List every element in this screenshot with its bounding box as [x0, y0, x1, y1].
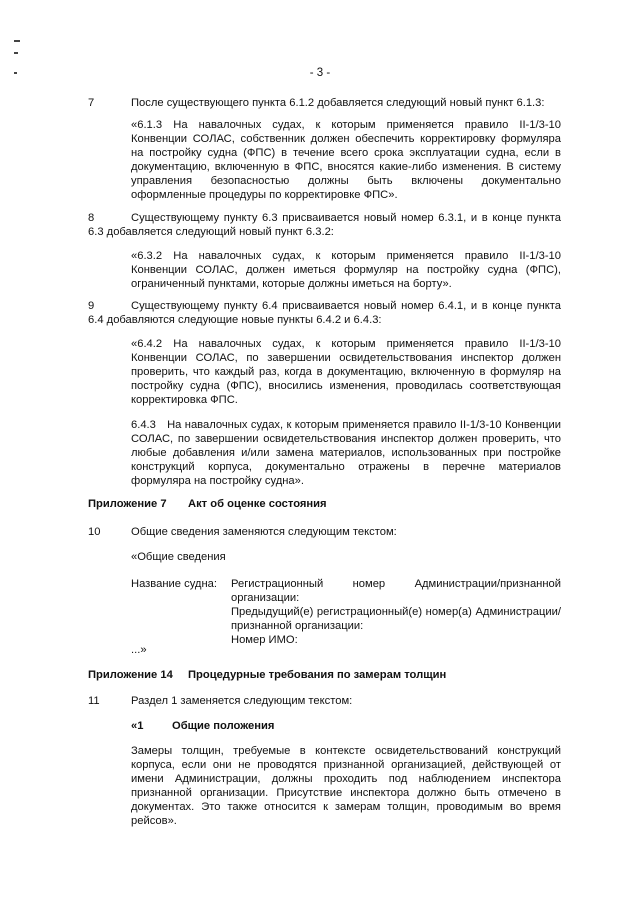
item-number: 7: [88, 97, 95, 109]
annex-title: Акт об оценке состояния: [188, 498, 327, 510]
ship-fields: [231, 577, 561, 647]
item-intro: Существующему пункту 6.3 присваивается новый номер 6.3.1, и в конце пункта 6.3 добавляется следующий новый пункт 6.3.2:: [88, 212, 561, 238]
binding-mark: [14, 40, 20, 42]
quote-close: ...»: [131, 644, 147, 656]
item-number: 8: [88, 212, 95, 224]
item-number: 10: [88, 526, 101, 538]
ship-name-label: Название судна:: [131, 578, 217, 590]
item-intro: Существующему пункту 6.4 присваивается новый номер 6.4.1, и в конце пункта 6.4 добавляются следующие новые пункты 6.4.2 и 6.4.3:: [88, 300, 561, 326]
annex-label: Приложение 7: [88, 498, 167, 510]
annex-title: Процедурные требования по замерам толщин: [188, 669, 447, 681]
quoted-paragraph: «6.1.3 На навалочных судах, к которым применяется правило II-1/3-10 Конвенции СОЛАС, собственник должен обеспечить корректировку формуляра на постройку судна (ФПС) в течение всего срока эксплуатации судна, если в документацию, включенную в ФПС, вносятся какие-либо изменения. В систему управления безопасностью должны быть включены документально оформленные процедуры по корректировке ФПС».: [131, 119, 561, 201]
field-line: Предыдущий(е) регистрационный(е) номер(а) Администрации/признанной организации:: [231, 606, 561, 632]
field-line: Номер ИМО:: [231, 634, 298, 646]
field-line: Регистрационный номер Администрации/признанной организации:: [231, 578, 561, 604]
annex-heading: [88, 668, 447, 682]
quoted-paragraph: «6.3.2 На навалочных судах, к которым применяется правило II-1/3-10 Конвенции СОЛАС, должен иметься формуляр на постройку судна (ФПС), ограниченный пунктами, которые должны иметься на борту».: [131, 250, 561, 290]
annex-heading: [88, 497, 327, 511]
item-intro: Раздел 1 заменяется следующим текстом:: [131, 695, 353, 707]
quote-open: «Общие сведения: [131, 551, 226, 563]
page-number: - 3 -: [309, 67, 331, 79]
quoted-paragraph: 6.4.3 На навалочных судах, к которым применяется правило II-1/3-10 Конвенции СОЛАС, по завершении освидетельствования инспектор должен проверить, что любые добавления и/или замена материалов, использованных при постройке конструкций корпуса, документально отражены в перечне материалов формуляра на постройку судна».: [131, 419, 561, 487]
section-title: Общие положения: [172, 720, 275, 732]
quoted-paragraph: «6.4.2 На навалочных судах, к которым применяется правило II-1/3-10 Конвенции СОЛАС, по завершении освидетельствования инспектор должен проверить, что каждый раз, когда в документацию, включенную в формуляр на постройку судна (ФПС), вносились изменения, проводилась соответствующая корректировка ФПС.: [131, 338, 561, 406]
binding-mark: [14, 52, 18, 54]
section-body: Замеры толщин, требуемые в контексте освидетельствований конструкций корпуса, если они не проводятся признанной организацией, действующей от имени Администрации, должны проходить под наблюдением инспектора признанной организации. Присутствие инспектора должно быть отмечено в документах. Это также относится к замерам толщин, проводимым во время рейсов».: [131, 745, 561, 827]
item-number: 9: [88, 300, 95, 312]
annex-label: Приложение 14: [88, 669, 173, 681]
section-number: «1: [131, 720, 144, 732]
item-intro: После существующего пункта 6.1.2 добавляется следующий новый пункт 6.1.3:: [131, 97, 545, 109]
item-intro: Общие сведения заменяются следующим текстом:: [131, 526, 397, 538]
item-number: 11: [88, 695, 100, 707]
